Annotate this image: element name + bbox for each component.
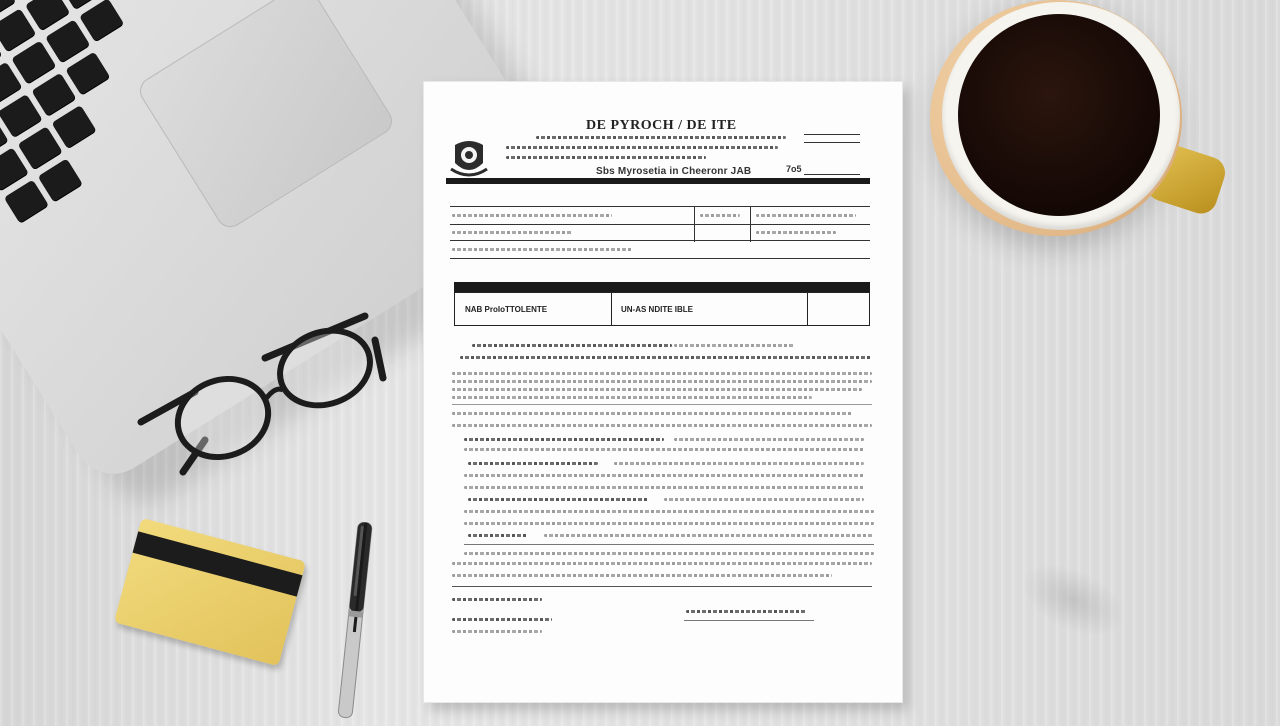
form-table [454, 292, 870, 326]
document-title: DE PYROCH / DE ITE [586, 118, 737, 133]
header-bar [446, 178, 870, 184]
paper-document [424, 82, 902, 702]
document-subtitle: Sbs Myrosetia in Cheeronr JAB [596, 166, 752, 177]
table-cell-left: NAB ProIoTTOLENTE [465, 305, 548, 314]
credit-card [114, 518, 306, 666]
pen [330, 516, 380, 726]
table-cell-right: UN-AS NDITE IBLE [621, 305, 693, 314]
desk-wood-knot [1010, 550, 1135, 651]
coffee [958, 14, 1160, 216]
seal-emblem [449, 135, 489, 179]
eyeglasses [135, 300, 405, 490]
card-magnetic-stripe [123, 529, 306, 602]
document-code: 7o5 [786, 164, 802, 174]
table-header-bar [454, 282, 870, 292]
